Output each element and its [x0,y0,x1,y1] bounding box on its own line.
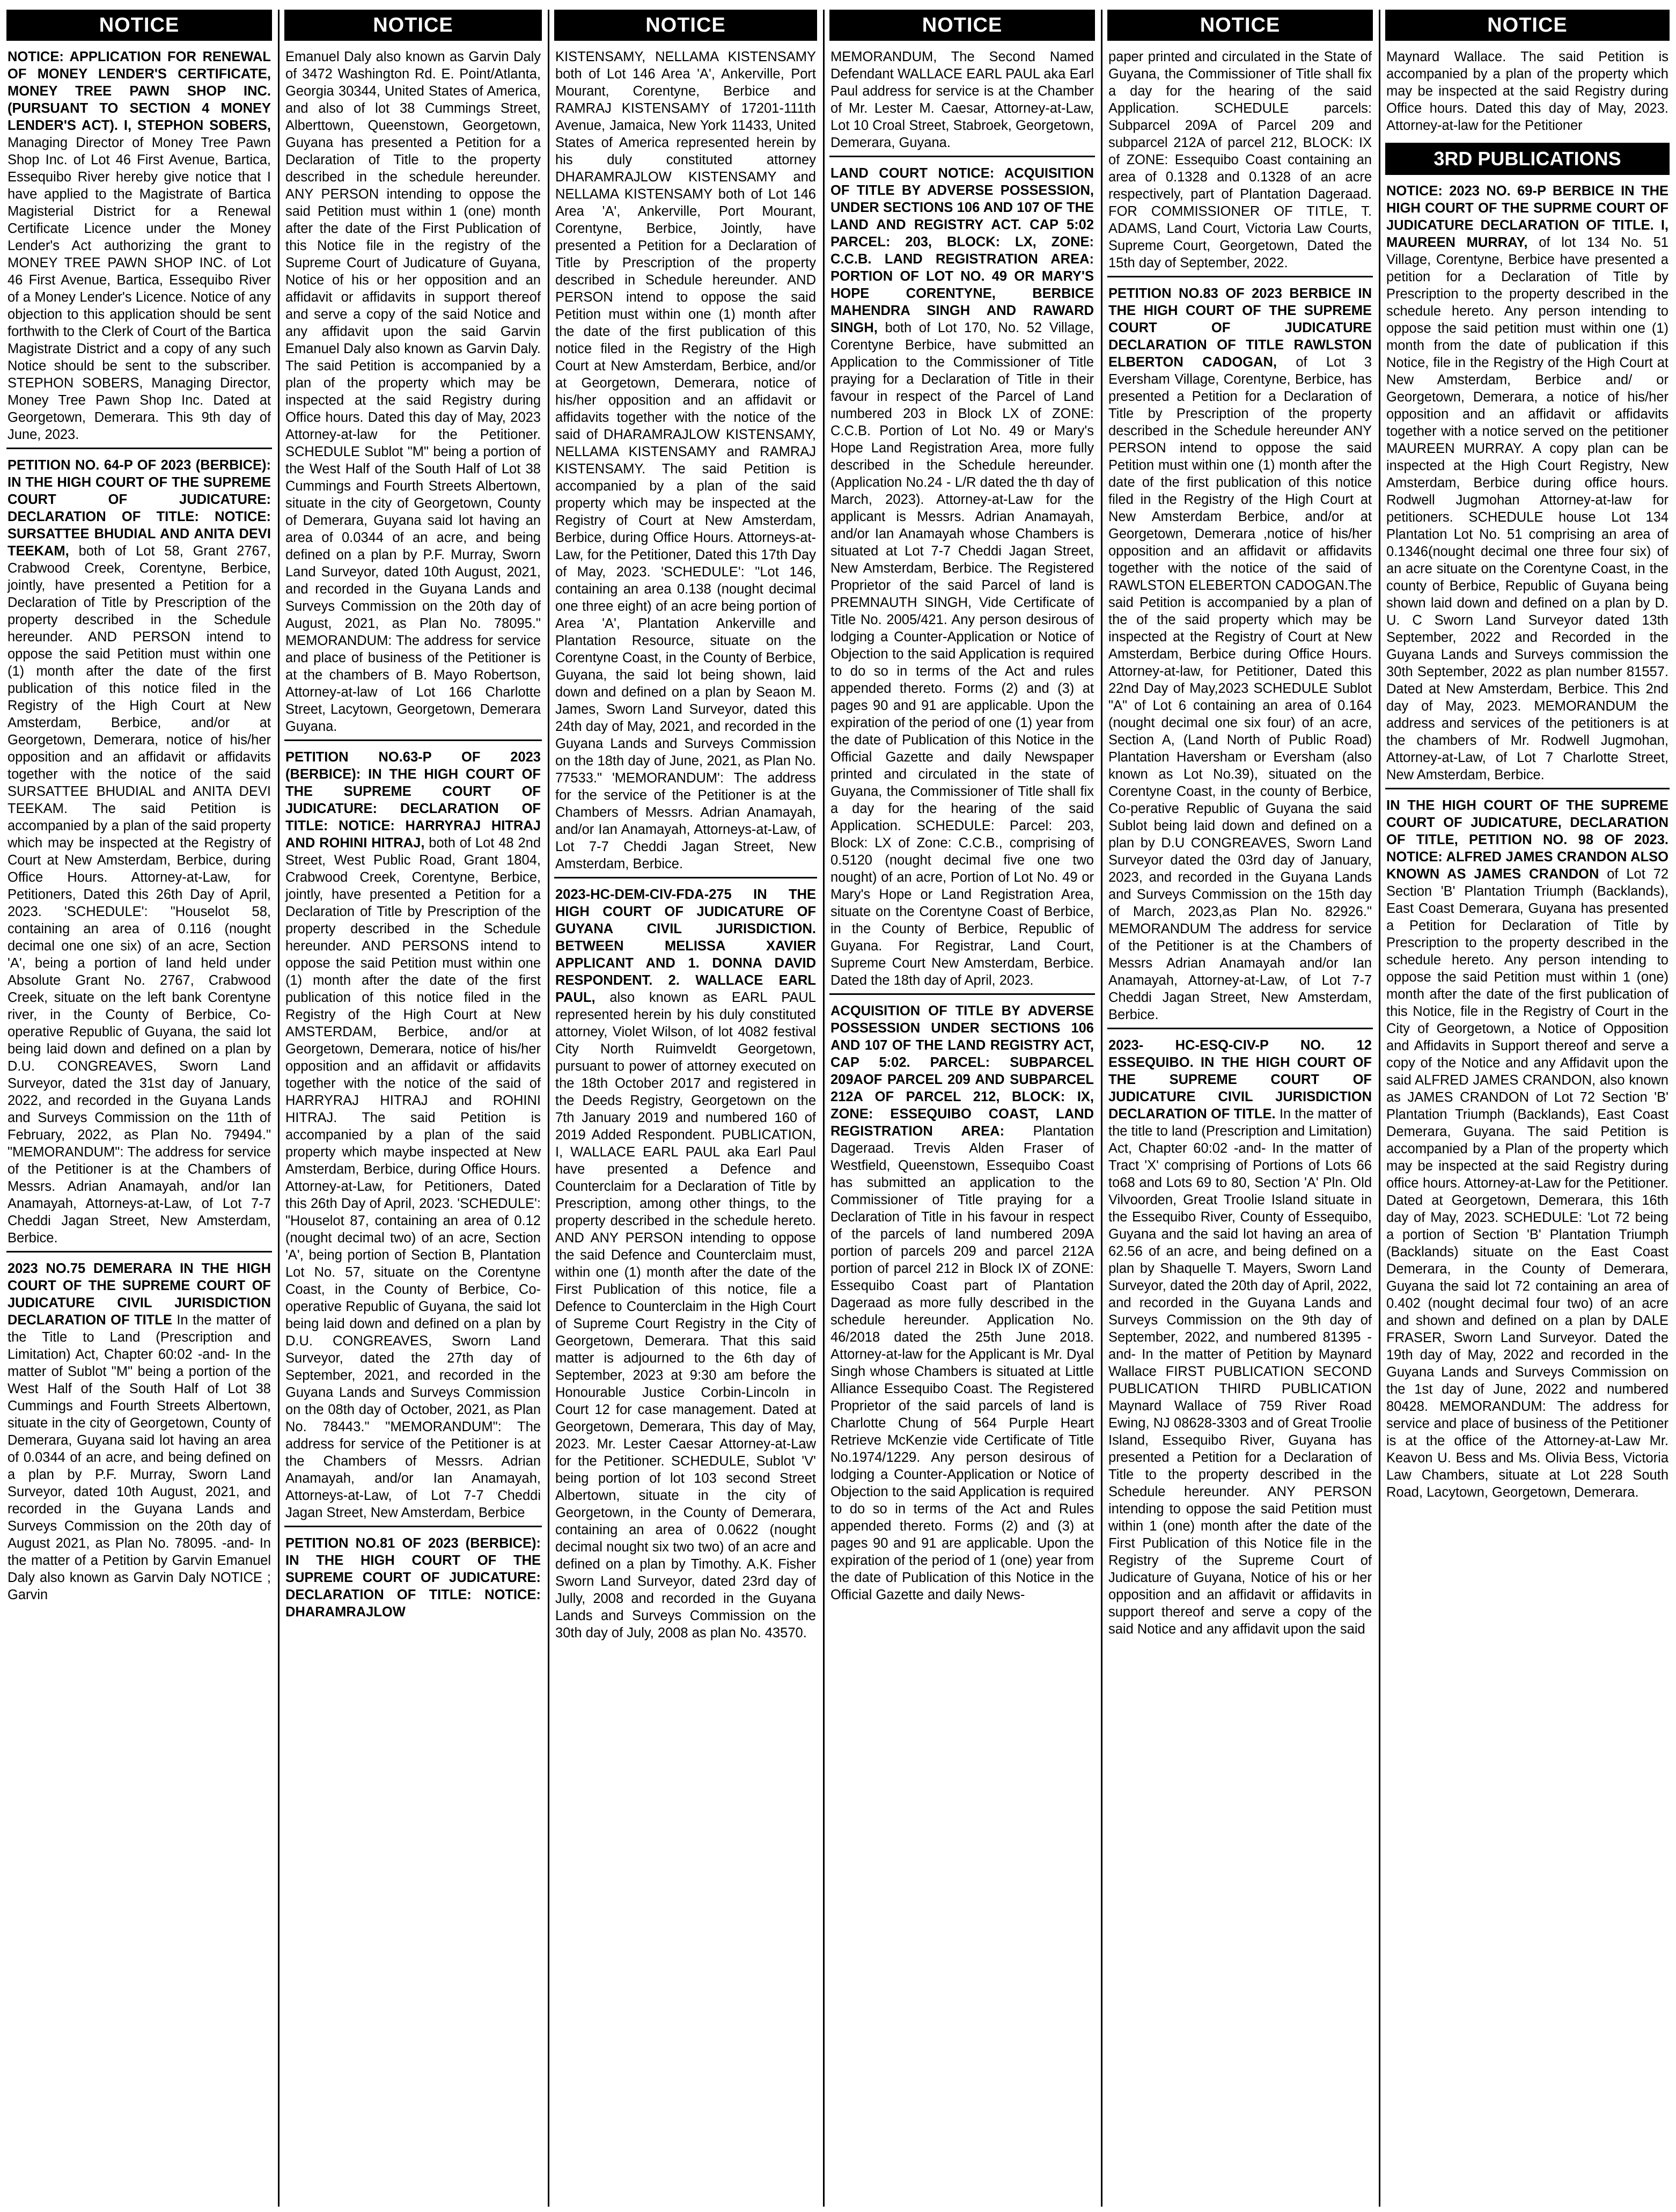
notice-heading: 2023-HC-DEM-CIV-FDA-275 IN THE HIGH COURT OF JUDICATURE OF GUYANA CIVIL JURISDICTION. BETWEEN MELISSA XAVIER APPLICANT AND 1. DONNA DAVID RESPONDENT. 2. WALLACE EARL PAUL, [555,887,816,1005]
column-divider [823,10,825,2207]
notice-body: MEMORANDUM, The Second Named Defendant WALLACE EARL PAUL aka Earl Paul address for service is at the Chamber of Mr. Lester M. Caesar, Attorney-at-Law, Lot 10 Croal Street, Stabroek, Georgetown, Demerara, Guyana. [830,49,1094,150]
notice-heading: LAND COURT NOTICE: ACQUISITION OF TITLE BY ADVERSE POSSESSION, UNDER SECTIONS 106 AND 107 OF THE LAND AND REGISTRY ACT. CAP 5:02 PARCEL: 203, BLOCK: LX, ZONE: C.C.B. LAND REGISTRATION AREA: PORTION OF LOT NO. 49 OR MARY'S HOPE CORENTYNE, BERBICE MAHENDRA SINGH AND RAWARD SINGH, [830,166,1094,335]
notice-petition-81 [284,1533,542,1625]
notice-garvin-daly-continued [284,46,542,741]
notice-body: both of Lot 170, No. 52 Village, Corentyne Berbice, have submitted an Application to the Commissioner of Title praying for a Declaration of Title in their favour in respect of the Parcel of Land numbered 203 in Block LX of ZONE: C.C.B. Portion of Lot No. 49 or Mary's Hope Land Registration Area, more fully described in the Schedule hereunder. (Application No.24 - L/R dated the th day of March, 2023). Attorney-at-Law for the applicant is Messrs. Adrian Anamayah, and/or Ian Anamayah whose Chambers is situated at Lot 7-7 Cheddi Jagan Street, New Amsterdam, Berbice. The Registered Proprietor of the said Parcel of land is PREMNAUTH SINGH, Vide Certificate of Title No. 2005/421. Any person desirous of lodging a Counter-Application or Notice of Objection to the said Application is required to do so in terms of the Act and rules appended thereto. Forms (2) and (3) at pages 90 and 91 are applicable. Upon the expiration of the period of one (1) year from the date of Publication of this Notice in the Official Gazette and daily Newspaper printed and circulated in the state of Guyana, the Commissioner of Title shall fix a day for the hearing of the said Application. SCHEDULE: Parcel: 203, Block: LX of Zone: C.C.B., comprising of 0.5120 (nought decimal five one two nought) of an acre, Portion of Lot No. 49 or Mary's Hope or Land Registration Area, situate on the Corentyne Coast of Berbice, in the County of Berbice, Republic of Guyana. For Registrar, Land Court, Supreme Court New Amsterdam, Berbice. Dated the 18th day of April, 2023. [830,320,1094,988]
notice-body: both of Lot 58, Grant 2767, Crabwood Creek, Corentyne, Berbice, jointly, have presented a Petition for a Declaration of Title by Prescription of the property described in the Schedule hereunder. AND PERSON intend to oppose the said Petition must within one (1) month after the date of the first publication of this notice filed in the Registry of the High Court at New Amsterdam, Berbice, and/or at Georgetown, Demerara, notice of his/her opposition and an affidavit or affidavits together with the notice of the said SURSATTEE BHUDIAL and ANITA DEVI TEEKAM. The said Petition is accompanied by a plan of the said property which may be inspected at the Registry of Court at New Amsterdam, Berbice, during Office Hours. Attorney-at-Law, for Petitioners, Dated this 26th Day of April, 2023. 'SCHEDULE': "Houselot 58, containing an area of 0.116 (nought decimal one one six) of an acre, Section 'A', being a portion of land held under Absolute Grant No. 2767, Crabwood Creek, situate on the left bank Corentyne river, in the County of Berbice, Co-operative Republic of Guyana, the said lot being laid down and defined on a plan by D.U. CONGREAVES, Sworn Land Surveyor, dated the 31st day of January, 2022, and recorded in the Guyana Lands and Surveys Commission on the 11th of February, 2022, as Plan No. 79494." "MEMORANDUM": The address for service of the Petitioner is at the Chambers of Messrs. Adrian Anamayah, and/or Ian Anamayah, Attorneys-at-Law, of Lot 7-7 Cheddi Jagan Street, New Amsterdam, Berbice. [8,544,271,1246]
column-header: NOTICE [1385,10,1670,41]
notice-body: of Lot 3 Eversham Village, Corentyne, Berbice, has presented a Petition for a Declaration of Title by Prescription of the property described in the Schedule hereunder ANY PERSON intend to oppose the said Petition must within one (1) month after the date of the first publication of this notice filed in the Registry of the High Court at New Amsterdam Berbice, and/or at Georgetown, Demerara ,notice of his/her opposition and an affidavit or affidavits together with the notice of the said of RAWLSTON ELEBERTON CADOGAN.The said Petition is accompanied by a plan of the of the said property which may be inspected at the Registry of Court at New Amsterdam, Berbice during Office Hours. Attorney-at-law, for Petitioner, Dated this 22nd Day of May,2023 SCHEDULE Sublot "A" of Lot 6 containing an area of 0.164 (nought decimal one six four) of an acre, Section A, (Land North of Public Road) Plantation Haversham or Eversham (also known as Lot No.39), situated on the Corentyne Coast, in the county of Berbice, Co-perative Republic of Guyana the said Sublot being laid down and defined on a plan by D.U CONGREAVES, Sworn Land Surveyor dated the 03rd day of January, 2023, and recorded in the Guyana Lands and Surveys Commission on the 15th day of March, 2023,as Plan No. 82926." MEMORANDUM The address for service of the Petitioner is at the Chambers of Messrs Adrian Anamayah and/or Ian Anamayah, Attorney-at-Law, of Lot 7-7 Cheddi Jagan Street, New Amsterdam, Berbice. [1108,355,1372,1022]
column-header: NOTICE [6,10,272,41]
column-divider [548,10,549,2207]
notice-body: of Lot 72 Section 'B' Plantation Triumph (Backlands), East Coast Demerara, Guyana has presented a Petition for Declaration of Title by Prescription to the property described in the schedule hereto. Any person intending to oppose the said Petition must within 1 (one) month after the date of the first publication of this Notice, file in the Registry of Court in the City of Georgetown, a Notice of Opposition and Affidavits in Support thereof and serve a copy of the Notice and any Affidavit upon the said ALFRED JAMES CRANDON, also known as JAMES CRANDON of Lot 72 Section 'B' Plantation Triumph (Backlands), East Coast Demerara, Guyana. The said Petition is accompanied by a Plan of the property which may be inspected at the said Registry during office hours. Attorney-at-Law for the Petitioner. Dated at Georgetown, Demerara, this 16th day of May, 2023. SCHEDULE: 'Lot 72 being a portion of Section 'B' Plantation Triumph (Backlands) situate on the East Coast Demerara, in the County of Demerara, Guyana the said lot 72 containing an area of 0.402 (nought decimal four two) of an acre and shown and defined on a plan by DALE FRASER, Sworn Land Surveyor. Dated the 19th day of May, 2022 and recorded in the Guyana Lands and Surveys Commission on the 1st day of June, 2022 and numbered 80428. MEMORANDUM: The address for service and place of business of the Petitioner is at the office of the Attorney-at-Law Mr. Keavon U. Bess and Ms. Olivia Bess, Victoria Law Chambers, situate at Lot 228 South Road, Lacytown, Georgetown, Demerara. [1386,867,1668,1500]
notice-land-court-parcel-203 [829,163,1095,995]
notice-heading: 2023- HC-ESQ-CIV-P NO. 12 ESSEQUIBO. IN THE HIGH COURT OF THE SUPREME COURT OF JUDICATURE CIVIL JURISDICTION DECLARATION OF TITLE. [1108,1038,1372,1122]
notice-heading: IN THE HIGH COURT OF THE SUPREME COURT OF JUDICATURE, DECLARATION OF TITLE, PETITION NO. 98 OF 2023. NOTICE: ALFRED JAMES CRANDON ALSO KNOWN AS JAMES CRANDON [1386,798,1668,882]
column-header: NOTICE [1107,10,1373,41]
column-divider [278,10,280,2207]
column-3 [554,10,817,2207]
notice-body: also known as EARL PAUL represented herein by his duly constituted attorney, Violet Wilson, of lot 4082 festival City North Ruimveldt Georgetown, pursuant to power of attorney executed on the 18th October 2017 and registered in the Deeds Registry, Georgetown on the 7th January 2019 and numbered 160 of 2019 Added Respondent. PUBLICATION, I, WALLACE EARL PAUL aka Earl Paul have presented a Defence and Counterclaim for a Declaration of Title by Prescription, among other things, to the property described in the schedule hereto. AND ANY PERSON intending to oppose the said Defence and Counterclaim must, within one (1) month after the date of the First Publication of this notice, file a Defence to Counterclaim in the High Court of Supreme Court Registry in the City of Georgetown, Demerara. That this said matter is adjourned to the 6th day of September, 2023 at 9:30 am before the Honourable Justice Corbin-Lincoln in Court 12 for case management. Dated at Georgetown, Demerara, This day of May, 2023. Mr. Lester Caesar Attorney-at-Law for the Petitioner. SCHEDULE, Sublot 'V' being portion of lot 103 second Street Albertown, situate in the city of Georgetown, in the County of Demerara, containing an area of 0.0622 (nought decimal nought six two two) of an acre and defined on a plan by Timothy. A.K. Fisher Sworn Land Surveyor, dated 23rd day of Jully, 2008 and recorded in the Guyana Lands and Surveys Commission on the 30th day of July, 2008 as plan No. 43570. [555,990,816,1640]
column-divider [1379,10,1380,2207]
notice-body: Maynard Wallace. The said Petition is accompanied by a plan of the property which may be inspected at the said Registry during Office hours. Dated this day of May, 2023. Attorney-at-law for the Petitioner [1386,49,1668,133]
column-4 [829,10,1095,2207]
notice-maureen-murray [1385,180,1670,789]
notice-maynard-wallace-continued [1385,46,1670,138]
column-divider [1101,10,1102,2207]
notice-memorandum-earl-paul [829,46,1095,157]
notice-petition-83 [1107,283,1373,1029]
column-2 [284,10,542,2207]
notice-petition-64p [6,455,272,1253]
notice-heading: PETITION NO.63-P OF 2023 (BERBICE): IN THE HIGH COURT OF THE SUPREME COURT OF JUDICATURE: DECLARATION OF TITLE: NOTICE: HARRYRAJ HITRAJ AND ROHINI HITRAJ, [285,750,541,851]
notice-body: Plantation Dageraad. Trevis Alden Fraser of Westfield, Queenstown, Essequibo Coast has submitted an application to the Commissioner of Title praying for a Declaration of Title in his favour in respect of the parcels of land numbered 209A portion of parcels 209 and parcel 212A portion of parcel 212 in Block IX of ZONE: Essequibo Coast part of Plantation Dageraad as more fully described in the schedule hereunder. Application No. 46/2018 dated the 25th June 2018. Attorney-at-law for the Applicant is Mr. Dyal Singh whose Chambers is situated at Little Alliance Essequibo Coast. The Registered Proprietor of the said parcels of land is Charlotte Chung of 564 Purple Heart Retrieve McKenzie vide Certificate of Title No.1974/1229. Any person desirous of lodging a Counter-Application or Notice of Objection to the said Application is required to do so in terms of the Act and Rules appended thereto. Forms (2) and (3) at pages 90 and 91 are applicable. Upon the expiration of the period of 1 (one) year from the date of Publication of this Notice in the Official Gazette and daily News- [830,1124,1094,1602]
notice-body: of lot 134 No. 51 Village, Corentyne, Berbice have presented a petition for a Declaration of Title by Prescription to the property described in the schedule hereto. Any person intending to oppose the said petition must within one (1) month from the date of publication if this Notice, file in the Registry of the High Court at New Amsterdam, Berbice and/ or Georgetown, Demerara, a notice of his/her opposition and an affidavit or affidavits together with a notice served on the petitioner MAUREEN MURRAY. A copy plan can be inspected at the High Court Registry, New Amsterdam, Berbice during office hours. Rodwell Jugmohan Attorney-at-law for petitioners. SCHEDULE house Lot 134 Plantation Lot No. 51 comprising an area of 0.1346(nought decimal one three four six) of an acre situate on the Corentyne Coast, in the county of Berbice, Republic of Guyana being shown laid down and defined on a plan by D. U. C Sworn Land Surveyor dated 13th September, 2022 and Recorded in the Guyana Lands and Surveys commission the 30th September, 2022 as plan number 81557. Dated at New Amsterdam, Berbice. This 2nd day of May, 2023. MEMORANDUM the address and services of the petitioners is at the chambers of Mr. Rodwell Jugmohan, Attorney-at-Law, of Lot 7 Charlotte Street, New Amsterdam, Berbice. [1386,235,1668,782]
column-header: NOTICE [554,10,817,41]
notice-alfred-james-crandon [1385,795,1670,1505]
notice-money-lender-renewal [6,46,272,449]
notice-2023-no75-demerara [6,1258,272,1608]
column-header: NOTICE [829,10,1095,41]
notice-heading: ACQUISITION OF TITLE BY ADVERSE POSSESSION UNDER SECTIONS 106 AND 107 OF THE LAND REGISTRY ACT, CAP 5:02. PARCEL: SUBPARCEL 209AOF PARCEL 209 AND SUBPARCEL 212A OF PARCEL 212, BLOCK: IX, ZONE: ESSEQUIBO COAST, LAND REGISTRATION AREA: [830,1004,1094,1139]
notice-heading: 2023 NO.75 DEMERARA IN THE HIGH COURT OF THE SUPREME COURT OF JUDICATURE CIVIL JURISDICTION DECLARATION OF TITLE [8,1261,271,1328]
notice-body: Managing Director of Money Tree Pawn Shop Inc. of Lot 46 First Avenue, Bartica, Essequibo River hereby give notice that I have applied to the Magistrate of Bartica Magisterial District for a Renewal Certificate Licence under the Money Lender's Act authorizing the grant to MONEY TREE PAWN SHOP INC. of Lot 46 First Avenue, Bartica, Essequibo River of a Money Lender's Licence. Notice of any objection to this application should be sent forthwith to the Clerk of Court of the Bartica Magistrate District and a copy of any such Notice should be sent to the subscriber. STEPHON SOBERS, Managing Director, Money Tree Pawn Shop Inc. Dated at Georgetown, Demerara. This 9th day of June, 2023. [8,135,271,442]
notice-petition-63p [284,746,542,1527]
notice-body: both of Lot 48 2nd Street, West Public Road, Grant 1804, Crabwood Creek, Corentyne, Berbice, jointly, have presented a Petition for a Declaration of Title by Prescription of the property described in the Schedule hereunder. AND PERSONS intend to oppose the said Petition must within one (1) month after the date of the first publication of this notice filed in the Registry of the High Court at New AMSTERDAM, Berbice, and/or at Georgetown, Demerara, notice of his/her opposition and an affidavit or affidavits together with the notice of the said of HARRYRAJ HITRAJ and ROHINI HITRAJ. The said Petition is accompanied by a plan of the said property which maybe inspected at New Amsterdam, Berbice, during Office Hours. Attorney-at-Law, for Petitioners, Dated this 26th Day of April, 2023. 'SCHEDULE': "Houselot 87, containing an area of 0.12 (nought decimal two) of an acre, Section 'A', being portion of Section B, Plantation Lot No. 57, situate on the Corentyne Coast, in the County of Berbice, Co-operative Republic of Guyana, the said lot being laid down and defined on a plan by D.U. CONGREAVES, Sworn Land Surveyor, dated the 27th day of September, 2021, and recorded in the Guyana Lands and Surveys Commission on the 08th day of October, 2021, as Plan No. 78443." "MEMORANDUM": The address for service of the Petitioner is at the Chambers of Messrs. Adrian Anamayah, and/or Ian Anamayah, Attorneys-at-Law, of Lot 7-7 Cheddi Jagan Street, New Amsterdam, Berbice [285,836,541,1520]
notice-acquisition-continued [1107,46,1373,277]
column-1 [6,10,272,2207]
notice-esq-civ-p-12 [1107,1035,1373,1642]
notice-heading: PETITION NO.81 OF 2023 (BERBICE): IN THE HIGH COURT OF THE SUPREME COURT OF JUDICATURE: DECLARATION OF TITLE: NOTICE: DHARAMRAJLOW [285,1536,541,1620]
column-header: NOTICE [284,10,542,41]
notice-body: KISTENSAMY, NELLAMA KISTENSAMY both of Lot 146 Area 'A', Ankerville, Port Mourant, Corentyne, Berbice and RAMRAJ KISTENSAMY of 17201-111th Avenue, Jamaica, New York 11433, United States of America represented herein by his duly constituted attorney DHARAMRAJLOW KISTENSAMY and NELLAMA KISTENSAMY both of Lot 146 Area 'A', Ankerville, Port Mourant, Corentyne, Berbice, Jointly, have presented a Petition for a Declaration of Title by Prescription of the property described in Schedule hereunder. AND PERSON intend to oppose the said Petition must within one (1) month after the date of the first publication of this notice filed in the Registry of the High Court at New Amsterdam, Berbice, and/or at Georgetown, Demerara, notice of his/her opposition and an affidavit or affidavits together with the notice of the said of DHARAMRAJLOW KISTENSAMY, NELLAMA KISTENSAMY and RAMRAJ KISTENSAMY. The said Petition is accompanied by a plan of the said property which may be inspected at the Registry of Court at New Amsterdam, Berbice, during Office Hours. Attorneys-at-Law, for the Petitioner, Dated this 17th Day of May, 2023. 'SCHEDULE': "Lot 146, containing an area 0.138 (nought decimal one three eight) of an acre being portion of Area 'A', Plantation Ankerville and Plantation Resource, situate on the Corentyne Coast, in the County of Berbice, Guyana, the said lot being shown, laid down and defined on a plan by Seaon M. James, Sworn Land Surveyor, dated this 24th day of May, 2021, and recorded in the Guyana Lands and Surveys Commission on the 18th day of June, 2021, as Plan No. 77533." 'MEMORANDUM': The address for the service of the Petitioner is at the Chambers of Messrs. Adrian Anamayah, and/or Ian Anamayah, Attorneys-at-Law, of Lot 7-7 Cheddi Jagan Street, New Amsterdam, Berbice. [555,49,816,871]
notice-kistensamy-continued [554,46,817,878]
notice-body: paper printed and circulated in the State of Guyana, the Commissioner of Title shall fix a day for the hearing of the said Application. SCHEDULE parcels: Subparcel 209A of Parcel 209 and subparcel 212A of parcel 212, BLOCK: IX of ZONE: Essequibo Coast containing an area of 0.1328 and 0.1328 of an acre respectively, part of Plantation Dageraad. FOR COMMISSIONER OF TITLE, T. ADAMS, Land Court, Victoria Law Courts, Supreme Court, Georgetown, Dated the 15th day of September, 2022. [1108,49,1372,270]
notice-heading: NOTICE: 2023 NO. 69-P BERBICE IN THE HIGH COURT OF THE SUPRME COURT OF JUDICATURE DECLARATION OF TITLE. I, MAUREEN MURRAY, [1386,184,1668,250]
notice-fda-275 [554,884,817,1646]
notice-acquisition-parcel-209a [829,1000,1095,1608]
column-5 [1107,10,1373,2207]
column-6 [1385,10,1670,2207]
notice-body: Emanuel Daly also known as Garvin Daly of 3472 Washington Rd. E. Point/Atlanta, Georgia 30344, United States of America, and also of lot 38 Cummings Street, Alberttown, Queenstown, Georgetown, Guyana has presented a Petition for a Declaration of Title to the property described in the schedule hereunder. ANY PERSON intending to oppose the said Petition must within 1 (one) month after the date of the First Publication of this Notice file in the registry of the Supreme Court of Judicature of Guyana, Notice of his or her opposition and an affidavit or affidavits in support thereof and serve a copy of the said Notice and any affidavit upon the said Garvin Emanuel Daly also known as Garvin Daly. The said Petition is accompanied by a plan of the property which may be inspected at the said Registry during Office hours. Dated this day of May, 2023 Attorney-at-law for the Petitioner. SCHEDULE Sublot "M" being a portion of the West Half of the South Half of Lot 38 Cummings and Fourth Streets Albertown, situate in the city of Georgetown, County of Demerara, Guyana said lot having an area of 0.0344 of an acre, and being defined on a plan by P.F. Murray, Sworn Land Surveyor, dated 10th August, 2021, and recorded in the Guyana Lands and Surveys Commission on the 20th day of August, 2021, as Plan No. 78095." MEMORANDUM: The address for service and place of business of the Petitioner is at the chambers of B. Mayo Robertson, Attorney-at-law of Lot 166 Charlotte Street, Lacytown, Georgetown, Demerara Guyana. [285,49,541,734]
notice-heading: PETITION NO.83 OF 2023 BERBICE IN THE HIGH COURT OF THE SUPREME COURT OF JUDICATURE DECLARATION OF TITLE RAWLSTON ELBERTON CADOGAN, [1108,286,1372,370]
notice-body: In the matter of the title to land (Prescription and Limitation) Act, Chapter 60:02 -and- In the matter of Tract 'X' comprising of Portions of Lots 66 to68 and Lots 69 to 80, Section 'A' Pln. Old Vilvoorden, Great Troolie Island situate in the Essequibo River, County of Essequibo, Guyana and the said lot having an area of 62.56 of an acre, and being defined on a plan by Shaquelle T. Mayers, Sworn Land Surveyor, dated the 20th day of April, 2022, and recorded in the Guyana Lands and Surveys Commission on the 9th day of September, 2022, and numbered 81395 -and- In the matter of Petition by Maynard Wallace FIRST PUBLICATION SECOND PUBLICATION THIRD PUBLICATION Maynard Wallace of 759 River Road Ewing, NJ 08628-3303 and of Great Troolie Island, Essequibo River, Guyana has presented a Petition for a Declaration of Title to the property described in the Schedule hereunder. ANY PERSON intending to oppose the said Petition must within 1 (one) month after the date of the First Publication of this Notice file in the Registry of the Supreme Court of Judicature of Guyana, Notice of his or her opposition and an affidavit or affidavits in support thereof and serve a copy of the said Notice and any affidavit upon the said [1108,1107,1372,1637]
notice-heading: NOTICE: APPLICATION FOR RENEWAL OF MONEY LENDER'S CERTIFICATE, MONEY TREE PAWN SHOP INC. (PURSUANT TO SECTION 4 MONEY LENDER'S ACT). I, STEPHON SOBERS, [8,49,271,133]
notice-body: In the matter of the Title to Land (Prescription and Limitation) Act, Chapter 60:02 -and- In the matter of Sublot "M" being a portion of the West Half of the South Half of Lot 38 Cummings and Fourth Streets Albertown, situate in the city of Georgetown, County of Demerara, Guyana said lot having an area of 0.0344 of an acre, and being defined on a plan by P.F. Murray, Sworn Land Surveyor, dated 10th August, 2021, and recorded in the Guyana Lands and Surveys Commission on the 20th day of August 2021, as Plan No. 78095. -and- In the matter of a Petition by Garvin Emanuel Daly also known as Garvin Daly NOTICE ; Garvin [8,1313,271,1602]
notice-heading: PETITION NO. 64-P OF 2023 (BERBICE): IN THE HIGH COURT OF THE SUPREME COURT OF JUDICATURE: DECLARATION OF TITLE: NOTICE: SURSATTEE BHUDIAL AND ANITA DEVI TEEKAM, [8,458,271,559]
third-publications-header: 3RD PUBLICATIONS [1385,143,1670,175]
